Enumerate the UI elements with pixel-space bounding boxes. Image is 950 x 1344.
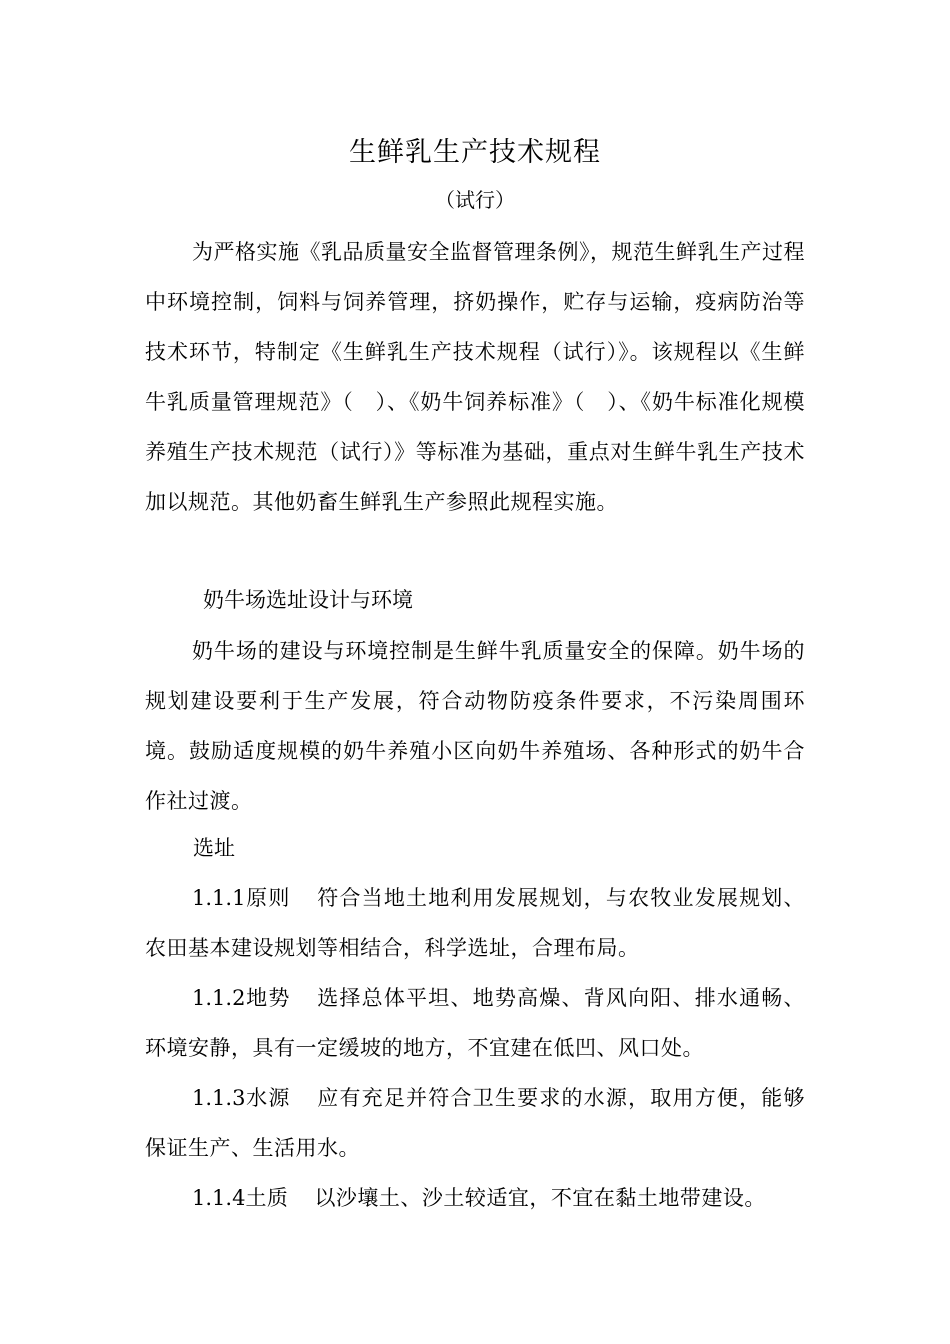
section-paragraph: 奶牛场的建设与环境控制是生鲜牛乳质量安全的保障。奶牛场的规划建设要利于生产发展，符合动物防疫条件要求，不污染周围环境。鼓励适度规模的奶牛养殖小区向奶牛养殖场、各种形式的奶牛合作社过渡。 bbox=[145, 639, 805, 813]
clause-paragraph bbox=[145, 873, 805, 973]
clause-paragraph bbox=[145, 1073, 805, 1173]
document-subtitle: （试行） bbox=[435, 188, 515, 212]
section-heading: 奶牛场选址设计与环境 bbox=[203, 588, 413, 612]
clause-number: 1.1.1 bbox=[192, 886, 246, 910]
clause-label: 原则 bbox=[245, 886, 291, 910]
document-title: 生鲜乳生产技术规程 bbox=[349, 137, 601, 168]
clause-number: 1.1.2 bbox=[192, 986, 246, 1010]
clause-paragraph bbox=[145, 973, 805, 1073]
clause-number: 1.1.4 bbox=[192, 1186, 246, 1210]
clause-label: 水源 bbox=[245, 1086, 291, 1110]
subsection-heading: 选址 bbox=[193, 836, 235, 860]
intro-paragraph: 为严格实施《乳品质量安全监督管理条例》，规范生鲜乳生产过程中环境控制，饲料与饲养管理，挤奶操作，贮存与运输，疫病防治等技术环节，特制定《生鲜乳生产技术规程（试行）》。该规程以《生鲜牛乳质量管理规范》（ ）、《奶牛饲养标准》（ ）、《奶牛标准化规模养殖生产技术规范（试行）》等标准为基础，重点对生鲜牛乳生产技术加以规范。其他奶畜生鲜乳生产参照此规程实施。 bbox=[145, 240, 805, 514]
clause-paragraph bbox=[145, 1173, 805, 1223]
clause-label: 土质 bbox=[245, 1186, 289, 1210]
clause-text: 符合当地土地利用发展规划，与农牧业发展规划、农田基本建设规划等相结合，科学选址，合理布局。 bbox=[145, 886, 805, 960]
clause-text: 以沙壤土、沙土较适宜，不宜在黏土地带建设。 bbox=[314, 1186, 766, 1210]
clause-number: 1.1.3 bbox=[192, 1086, 246, 1110]
clause-label: 地势 bbox=[245, 986, 291, 1010]
clause-text: 选择总体平坦、地势高燥、背风向阳、排水通畅、环境安静，具有一定缓坡的地方，不宜建在低凹、风口处。 bbox=[145, 986, 805, 1060]
clause-text: 应有充足并符合卫生要求的水源，取用方便，能够保证生产、生活用水。 bbox=[145, 1086, 805, 1160]
